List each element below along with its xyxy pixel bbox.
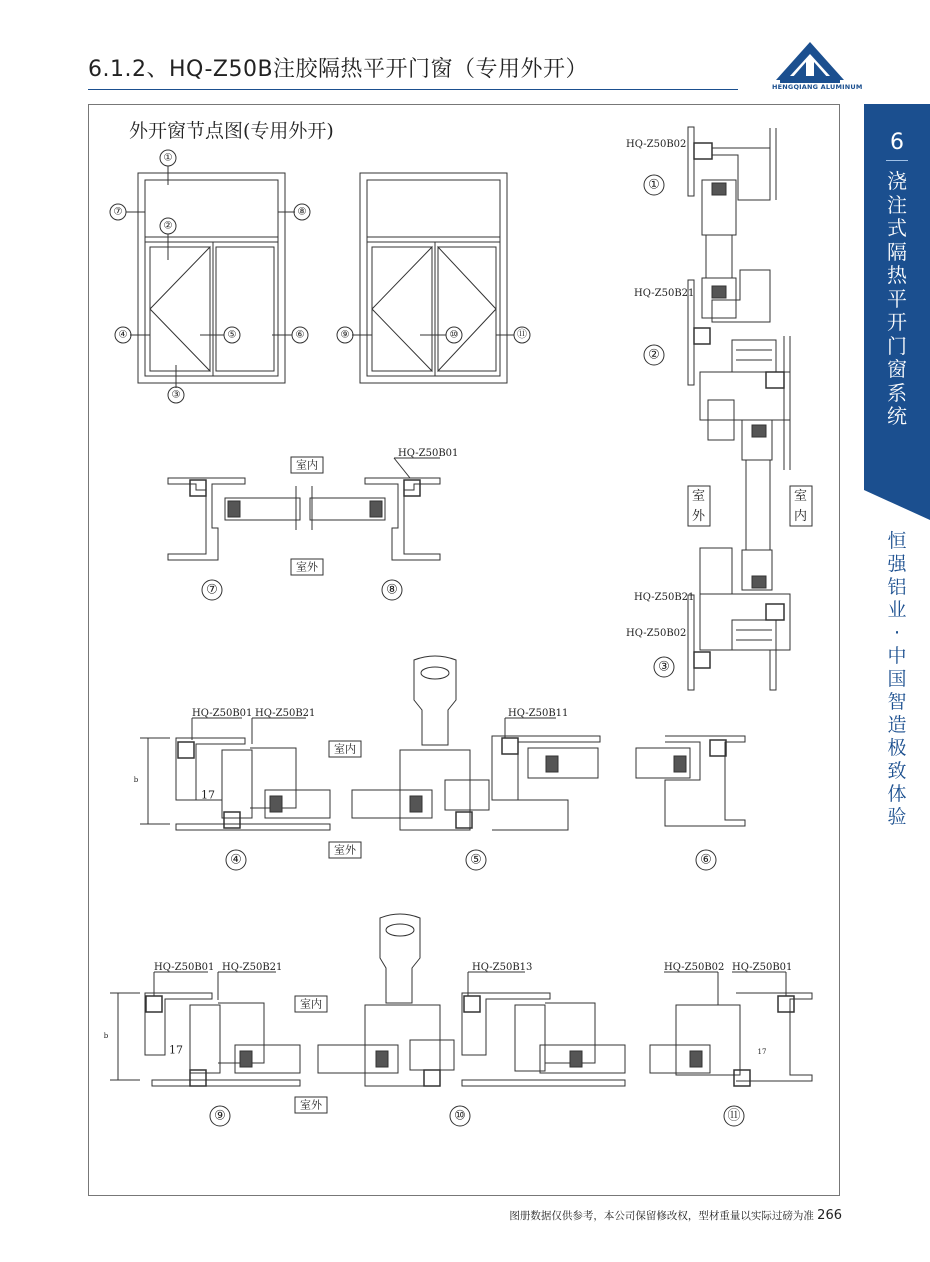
node-label: ⑦ (113, 206, 123, 218)
node-label: ④ (230, 852, 242, 868)
indoor-label: 室内 (334, 742, 356, 756)
node-label: ⑩ (454, 1108, 466, 1124)
dimension-17: 17 (201, 788, 215, 802)
indoor-vertical-label-1: 室 (794, 489, 808, 504)
outdoor-label: 室外 (296, 560, 318, 574)
node-label: ② (648, 347, 660, 363)
node-label: ③ (658, 659, 670, 675)
profile-label: HQ-Z50B02 (626, 139, 687, 150)
dimension-b: b (103, 1032, 109, 1040)
profile-label: HQ-Z50B13 (472, 962, 533, 973)
node-label: ⑤ (470, 852, 482, 868)
node-label: ⑤ (227, 329, 237, 341)
chapter-number: 6 (890, 130, 904, 155)
profile-label: HQ-Z50B21 (634, 288, 695, 299)
node-label: ① (163, 152, 173, 164)
node-label: ⑨ (214, 1108, 226, 1124)
logo-text: HENGQIANG ALUMINUM (772, 83, 863, 91)
outdoor-vertical-label-2: 外 (692, 509, 706, 524)
profile-label: HQ-Z50B21 (255, 708, 316, 719)
node-label: ③ (171, 389, 181, 401)
node-label: ⑧ (386, 582, 398, 598)
node-label: ⑪ (727, 1108, 741, 1124)
node-label: ⑩ (449, 329, 459, 341)
profile-label: HQ-Z50B02 (664, 962, 725, 973)
profile-label: HQ-Z50B01 (192, 708, 253, 719)
node-label: ④ (118, 329, 128, 341)
node-label: ① (648, 177, 660, 193)
profile-label: HQ-Z50B02 (626, 628, 687, 639)
chapter-title: 浇注式隔热平开门窗系统 (887, 169, 907, 428)
profile-label: HQ-Z50B01 (732, 962, 793, 973)
indoor-label: 室内 (296, 458, 318, 472)
node-label: ⑥ (295, 329, 305, 341)
node-label: ② (163, 220, 173, 232)
profile-label: HQ-Z50B11 (508, 708, 569, 719)
dimension-17: 17 (169, 1043, 183, 1057)
node-label: ⑪ (517, 329, 527, 341)
node-label: ⑦ (206, 582, 218, 598)
footer (509, 1208, 842, 1223)
indoor-label: 室内 (300, 997, 322, 1011)
node-label: ⑨ (340, 329, 350, 341)
company-slogan: 恒强铝业·中国智造 极致体验 (887, 530, 907, 828)
section-title: 外开窗节点图(专用外开) (129, 120, 334, 142)
indoor-vertical-label-2: 内 (794, 509, 808, 524)
footer-note: 图册数据仅供参考，本公司保留修改权，型材重量以实际过磅为准 (509, 1210, 814, 1222)
profile-label: HQ-Z50B01 (398, 448, 459, 459)
profile-label: HQ-Z50B01 (154, 962, 215, 973)
profile-label: HQ-Z50B21 (222, 962, 283, 973)
page-number: 266 (817, 1208, 842, 1223)
dimension-17-small: 17 (757, 1048, 767, 1056)
outdoor-vertical-label-1: 室 (692, 489, 706, 504)
outdoor-label: 室外 (300, 1098, 322, 1112)
profile-label: HQ-Z50B21 (634, 592, 695, 603)
node-label: ⑥ (700, 852, 712, 868)
page-title: 6.1.2、HQ-Z50B注胶隔热平开门窗（专用外开） (88, 57, 589, 82)
dimension-b: b (133, 776, 139, 784)
outdoor-label: 室外 (334, 843, 356, 857)
node-label: ⑧ (297, 206, 307, 218)
